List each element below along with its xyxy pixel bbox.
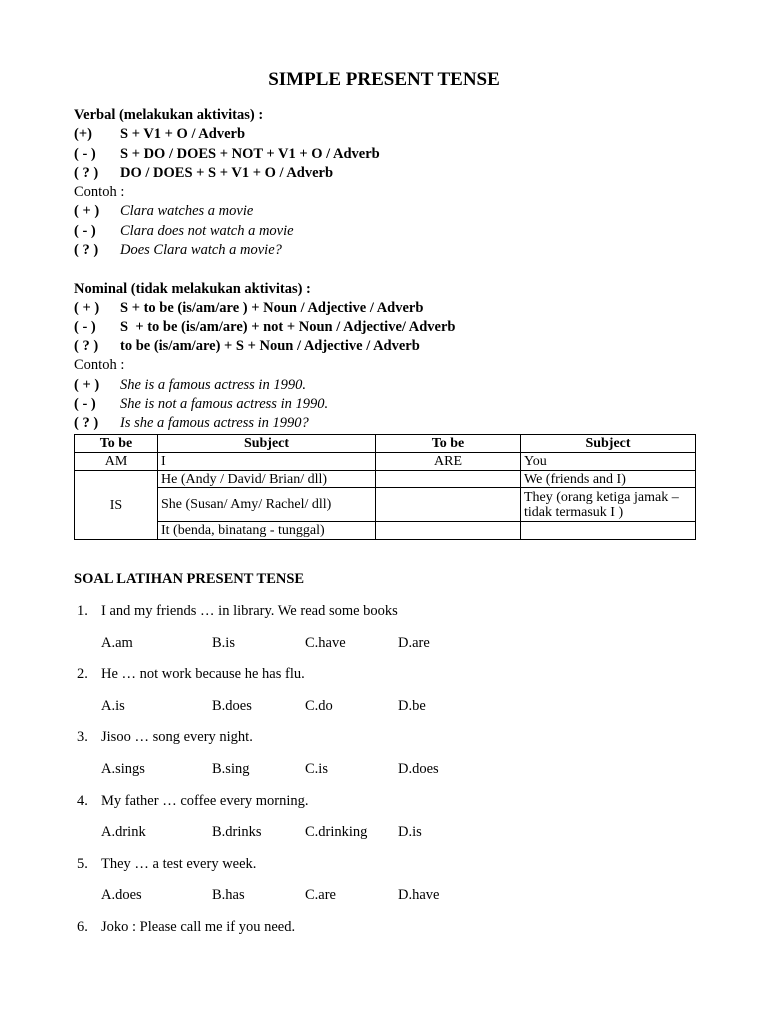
- table-cell-you: You: [521, 453, 696, 471]
- formula-symbol: ( - ): [74, 319, 96, 335]
- example-symbol: ( + ): [74, 203, 100, 219]
- question-text: They … a test every week.: [101, 856, 257, 872]
- option-c[interactable]: C.drinking: [305, 824, 368, 840]
- table-cell-they: They (orang ketiga jamak – tidak termasuk I ): [521, 488, 696, 522]
- question-3: [77, 728, 253, 746]
- option-a[interactable]: A.sings: [101, 761, 145, 777]
- to-be-table: [74, 434, 696, 540]
- table-cell-empty: [376, 471, 521, 488]
- table-header-row: [75, 435, 696, 453]
- exercise-heading: SOAL LATIHAN PRESENT TENSE: [74, 571, 305, 587]
- page-title: SIMPLE PRESENT TENSE: [268, 69, 500, 90]
- formula-text: S + V1 + O / Adverb: [120, 126, 246, 142]
- formula-symbol: ( - ): [74, 146, 96, 162]
- table-cell-he: He (Andy / David/ Brian/ dll): [158, 471, 376, 488]
- formula-symbol: ( ? ): [74, 165, 99, 181]
- formula-text: S + DO / DOES + NOT + V1 + O / Adverb: [120, 146, 380, 162]
- example-text: She is not a famous actress in 1990.: [120, 396, 329, 412]
- question-text: He … not work because he has flu.: [101, 666, 305, 682]
- option-b[interactable]: B.sing: [212, 761, 250, 777]
- formula-symbol: ( ? ): [74, 338, 99, 354]
- option-b[interactable]: B.drinks: [212, 824, 262, 840]
- formula-text: S + to be (is/am/are) + not + Noun / Adjective/ Adverb: [120, 319, 456, 335]
- example-symbol: ( ? ): [74, 415, 99, 431]
- question-5: [77, 855, 256, 873]
- table-row: [75, 488, 696, 522]
- example-text: Clara watches a movie: [120, 203, 254, 219]
- table-header-cell: To be: [376, 435, 521, 453]
- question-text: Joko : Please call me if you need.: [101, 919, 296, 935]
- option-d[interactable]: D.are: [398, 635, 430, 651]
- verbal-example-question: [74, 241, 282, 259]
- example-text: Does Clara watch a movie?: [120, 242, 282, 258]
- verbal-example-negative: [74, 222, 294, 240]
- question-6: [77, 918, 295, 936]
- verbal-formula-negative: [74, 145, 380, 163]
- nominal-heading: Nominal (tidak melakukan aktivitas) :: [74, 281, 311, 297]
- example-symbol: ( - ): [74, 223, 96, 239]
- table-header-cell: Subject: [521, 435, 696, 453]
- table-header-cell: To be: [75, 435, 158, 453]
- option-d[interactable]: D.does: [398, 761, 439, 777]
- formula-text: DO / DOES + S + V1 + O / Adverb: [120, 165, 334, 181]
- example-symbol: ( ? ): [74, 242, 99, 258]
- table-row: [75, 453, 696, 471]
- nominal-example-question: [74, 414, 309, 432]
- question-text: My father … coffee every morning.: [101, 793, 309, 809]
- question-text: Jisoo … song every night.: [101, 729, 253, 745]
- option-a[interactable]: A.does: [101, 887, 142, 903]
- option-a[interactable]: A.am: [101, 635, 133, 651]
- verbal-contoh-label: Contoh :: [74, 184, 125, 200]
- nominal-contoh-label: Contoh :: [74, 357, 125, 373]
- example-symbol: ( - ): [74, 396, 96, 412]
- question-text: I and my friends … in library. We read some books: [101, 603, 398, 619]
- option-d[interactable]: D.be: [398, 698, 426, 714]
- nominal-formula-positive: [74, 299, 423, 317]
- verbal-example-positive: [74, 202, 253, 220]
- question-number: 2.: [77, 666, 88, 682]
- table-cell-am: AM: [75, 453, 158, 471]
- table-cell-it: It (benda, binatang - tunggal): [158, 522, 376, 540]
- example-text: Is she a famous actress in 1990?: [120, 415, 309, 431]
- verbal-heading: Verbal (melakukan aktivitas) :: [74, 107, 264, 123]
- nominal-formula-negative: [74, 318, 455, 336]
- formula-symbol: ( + ): [74, 300, 100, 316]
- table-header-cell: Subject: [158, 435, 376, 453]
- formula-text: to be (is/am/are) + S + Noun / Adjective / Adverb: [120, 338, 420, 354]
- table-cell-empty: [521, 522, 696, 540]
- nominal-example-positive: [74, 376, 306, 394]
- question-number: 6.: [77, 919, 88, 935]
- question-number: 4.: [77, 793, 88, 809]
- verbal-formula-question: [74, 164, 333, 182]
- formula-text: S + to be (is/am/are ) + Noun / Adjective / Adverb: [120, 300, 424, 316]
- nominal-formula-question: [74, 337, 420, 355]
- option-b[interactable]: B.does: [212, 698, 252, 714]
- option-c[interactable]: C.is: [305, 761, 328, 777]
- option-c[interactable]: C.have: [305, 635, 346, 651]
- table-cell-empty: [376, 488, 521, 522]
- table-cell-she: She (Susan/ Amy/ Rachel/ dll): [158, 488, 376, 522]
- option-d[interactable]: D.is: [398, 824, 422, 840]
- example-text: She is a famous actress in 1990.: [120, 377, 306, 393]
- table-cell-is: IS: [75, 471, 158, 540]
- question-number: 5.: [77, 856, 88, 872]
- table-row: [75, 471, 696, 488]
- option-a[interactable]: A.is: [101, 698, 125, 714]
- verbal-formula-positive: [74, 125, 245, 143]
- nominal-example-negative: [74, 395, 328, 413]
- option-b[interactable]: B.has: [212, 887, 245, 903]
- table-cell-are: ARE: [376, 453, 521, 471]
- example-text: Clara does not watch a movie: [120, 223, 294, 239]
- option-a[interactable]: A.drink: [101, 824, 146, 840]
- question-number: 1.: [77, 603, 88, 619]
- option-c[interactable]: C.are: [305, 887, 336, 903]
- option-c[interactable]: C.do: [305, 698, 333, 714]
- question-2: [77, 665, 305, 683]
- question-4: [77, 792, 309, 810]
- table-row: [75, 522, 696, 540]
- option-d[interactable]: D.have: [398, 887, 440, 903]
- table-cell-i: I: [158, 453, 376, 471]
- question-1: [77, 602, 398, 620]
- question-number: 3.: [77, 729, 88, 745]
- example-symbol: ( + ): [74, 377, 100, 393]
- option-b[interactable]: B.is: [212, 635, 235, 651]
- table-cell-we: We (friends and I): [521, 471, 696, 488]
- table-cell-empty: [376, 522, 521, 540]
- formula-symbol: (+): [74, 126, 92, 142]
